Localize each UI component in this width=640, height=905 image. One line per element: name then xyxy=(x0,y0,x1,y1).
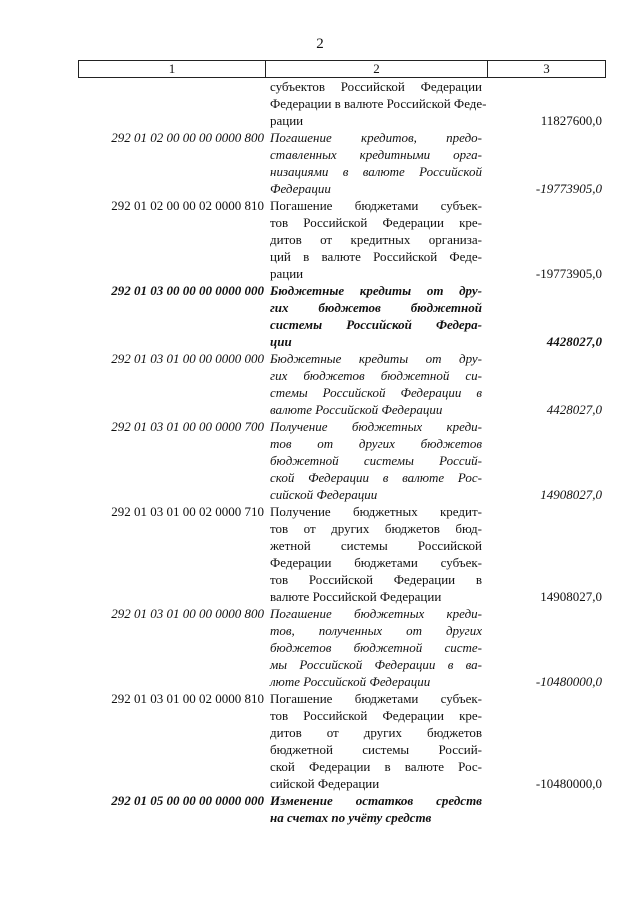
description-line: на счетах по учёту средств xyxy=(270,810,432,825)
budget-code: 292 01 03 01 00 00 0000 000 xyxy=(111,351,264,366)
description-line: Федерации xyxy=(270,181,331,196)
description-line: низациями в валюте Российской xyxy=(270,164,482,179)
description-line: тов, полученных от других xyxy=(270,623,482,638)
description-line: валюте Российской Федерации xyxy=(270,589,442,604)
row-description xyxy=(270,78,487,129)
description-line: сийской Федерации xyxy=(270,487,378,502)
budget-code: 292 01 02 00 00 00 0000 800 xyxy=(111,130,264,145)
description-line: ций в валюте Российской Феде- xyxy=(270,249,482,264)
description-line: стемы Российской Федерации в xyxy=(270,385,482,400)
description-line: субъектов Российской Федерации xyxy=(270,79,482,94)
budget-code: 292 01 03 01 00 02 0000 710 xyxy=(111,504,264,519)
description-line: Погашение кредитов, предо- xyxy=(270,130,482,145)
description-line: Изменение остатков средств xyxy=(270,793,482,808)
description-line: Бюджетные кредиты от дру- xyxy=(270,351,482,366)
header-col-2: 2 xyxy=(373,61,380,76)
table-row xyxy=(0,792,640,826)
amount-value: 11827600,0 xyxy=(540,113,602,128)
description-line: ставленных кредитными орга- xyxy=(270,147,482,162)
row-description xyxy=(270,792,482,826)
budget-code: 292 01 03 01 00 00 0000 700 xyxy=(111,419,264,434)
description-line: дитов от других бюджетов xyxy=(270,725,482,740)
description-line: рации xyxy=(270,113,304,128)
row-description xyxy=(270,418,482,503)
description-line: Федерации в валюте Российской Феде- xyxy=(270,96,487,111)
description-line: Получение бюджетных кредит- xyxy=(270,504,482,519)
description-line: дитов от кредитных организа- xyxy=(270,232,482,247)
budget-code: 292 01 05 00 00 00 0000 000 xyxy=(111,793,264,808)
amount-value: -10480000,0 xyxy=(535,776,602,791)
budget-code: 292 01 03 00 00 00 0000 000 xyxy=(111,283,264,298)
description-line: тов от других бюджетов xyxy=(270,436,482,451)
description-line: системы Российской Федера- xyxy=(270,317,482,332)
amount-value: 4428027,0 xyxy=(546,402,602,417)
table-row xyxy=(0,282,640,350)
table-row xyxy=(0,78,640,129)
header-col-1: 1 xyxy=(168,61,176,76)
description-line: тов Российской Федерации кре- xyxy=(270,708,482,723)
description-line: тов Российской Федерации в xyxy=(270,572,482,587)
description-line: люте Российской Федерации xyxy=(270,674,431,689)
amount-value: -10480000,0 xyxy=(535,674,602,689)
description-line: тов от других бюджетов бюд- xyxy=(270,521,482,536)
budget-code: 292 01 03 01 00 02 0000 810 xyxy=(111,691,264,706)
budget-code: 292 01 03 01 00 00 0000 800 xyxy=(111,606,264,621)
description-line: Получение бюджетных креди- xyxy=(270,419,482,434)
description-line: валюте Российской Федерации xyxy=(270,402,443,417)
description-line: Погашение бюджетами субъек- xyxy=(270,198,482,213)
amount-value: 14908027,0 xyxy=(540,487,602,502)
row-description xyxy=(270,282,482,350)
amount-value: 4428027,0 xyxy=(546,334,602,349)
description-line: ции xyxy=(270,334,292,349)
description-line: тов Российской Федерации кре- xyxy=(270,215,482,230)
row-description xyxy=(270,605,482,690)
page-number: 2 xyxy=(316,36,324,52)
table-body xyxy=(0,78,640,826)
amount-value: -19773905,0 xyxy=(535,266,602,281)
table-row xyxy=(0,503,640,605)
table-row xyxy=(0,605,640,690)
description-line: рации xyxy=(270,266,304,281)
description-line: гих бюджетов бюджетной си- xyxy=(270,368,482,383)
budget-code: 292 01 02 00 00 02 0000 810 xyxy=(111,198,264,213)
description-line: Погашение бюджетами субъек- xyxy=(270,691,482,706)
row-description xyxy=(270,690,482,792)
description-line: ской Федерации в валюте Рос- xyxy=(270,470,482,485)
amount-value: 14908027,0 xyxy=(540,589,602,604)
description-line: ской Федерации в валюте Рос- xyxy=(270,759,482,774)
row-description xyxy=(270,503,482,605)
table-header xyxy=(78,60,606,78)
description-line: гих бюджетов бюджетной xyxy=(270,300,482,315)
row-description xyxy=(270,350,482,418)
description-line: бюджетов бюджетной систе- xyxy=(270,640,482,655)
table-row xyxy=(0,350,640,418)
description-line: бюджетной системы Россий- xyxy=(270,742,482,757)
header-col-3: 3 xyxy=(543,61,550,76)
description-line: Погашение бюджетных креди- xyxy=(270,606,482,621)
description-line: Бюджетные кредиты от дру- xyxy=(270,283,482,298)
table-row xyxy=(0,129,640,197)
description-line: сийской Федерации xyxy=(270,776,380,791)
table-row xyxy=(0,197,640,282)
description-line: Федерации бюджетами субъек- xyxy=(270,555,482,570)
description-line: мы Российской Федерации в ва- xyxy=(270,657,482,672)
row-description xyxy=(270,197,482,282)
table-row xyxy=(0,418,640,503)
description-line: жетной системы Российской xyxy=(270,538,482,553)
description-line: бюджетной системы Россий- xyxy=(270,453,482,468)
table-row xyxy=(0,690,640,792)
row-description xyxy=(270,129,482,197)
amount-value: -19773905,0 xyxy=(535,181,602,196)
